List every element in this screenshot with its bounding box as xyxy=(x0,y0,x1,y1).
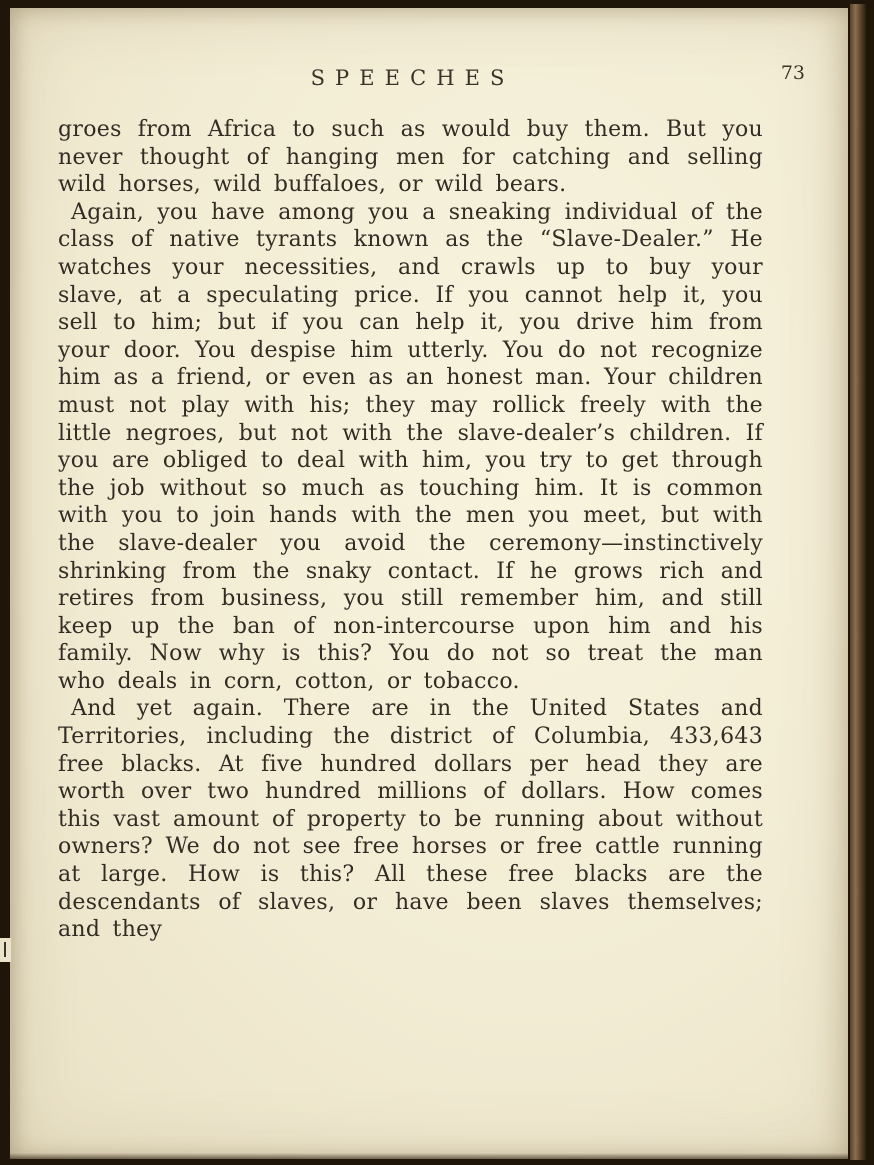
book-page xyxy=(10,8,848,1159)
paragraph-continuation: groes from Africa to such as would buy them. But you never thought of hanging men for catching and selling wild horses, wild buffaloes, or wild bears. xyxy=(58,117,763,198)
page-number: 73 xyxy=(780,62,805,84)
page-body xyxy=(58,116,763,944)
paragraph: Again, you have among you a sneaking individual of the class of native tyrants known as the “Slave-Dealer.” He watches your necessities, and crawls up to buy your slave, at a speculating price. If you cannot help it, you sell to him; but if you can help it, you drive him from your door. You despise him utterly. You do not recognize him as a friend, or even as an honest man. Your children must not play with his; they may rollick freely with the little negroes, but not with the slave-dealer’s children. If you are obliged to deal with him, you try to get through the job without so much as touching him. It is common with you to join hands with the men you meet, but with the slave-dealer you avoid the ceremony—instinctively shrinking from the snaky contact. If he grows rich and retires from business, you still remember him, and still keep up the ban of non-intercourse upon him and his family. Now why is this? You do not so treat the man who deals in corn, cotton, or tobacco. xyxy=(58,199,763,694)
running-head-title: SPEECHES xyxy=(310,66,515,90)
paper-bottom-shadow xyxy=(10,1153,848,1159)
margin-mark xyxy=(0,938,11,962)
page-header xyxy=(58,62,805,106)
paragraph: And yet again. There are in the United States and Territories, including the district of Columbia, 433,643 free blacks. At five hundred dollars per head they are worth over two hundred millions of dollars. How comes this vast amount of property to be running about without owners? We do not see free horses or free cattle running at large. How is this? All these free blacks are the descendants of slaves, or have been slaves themselves; and they xyxy=(58,696,763,943)
book-page-edges xyxy=(850,4,866,1160)
